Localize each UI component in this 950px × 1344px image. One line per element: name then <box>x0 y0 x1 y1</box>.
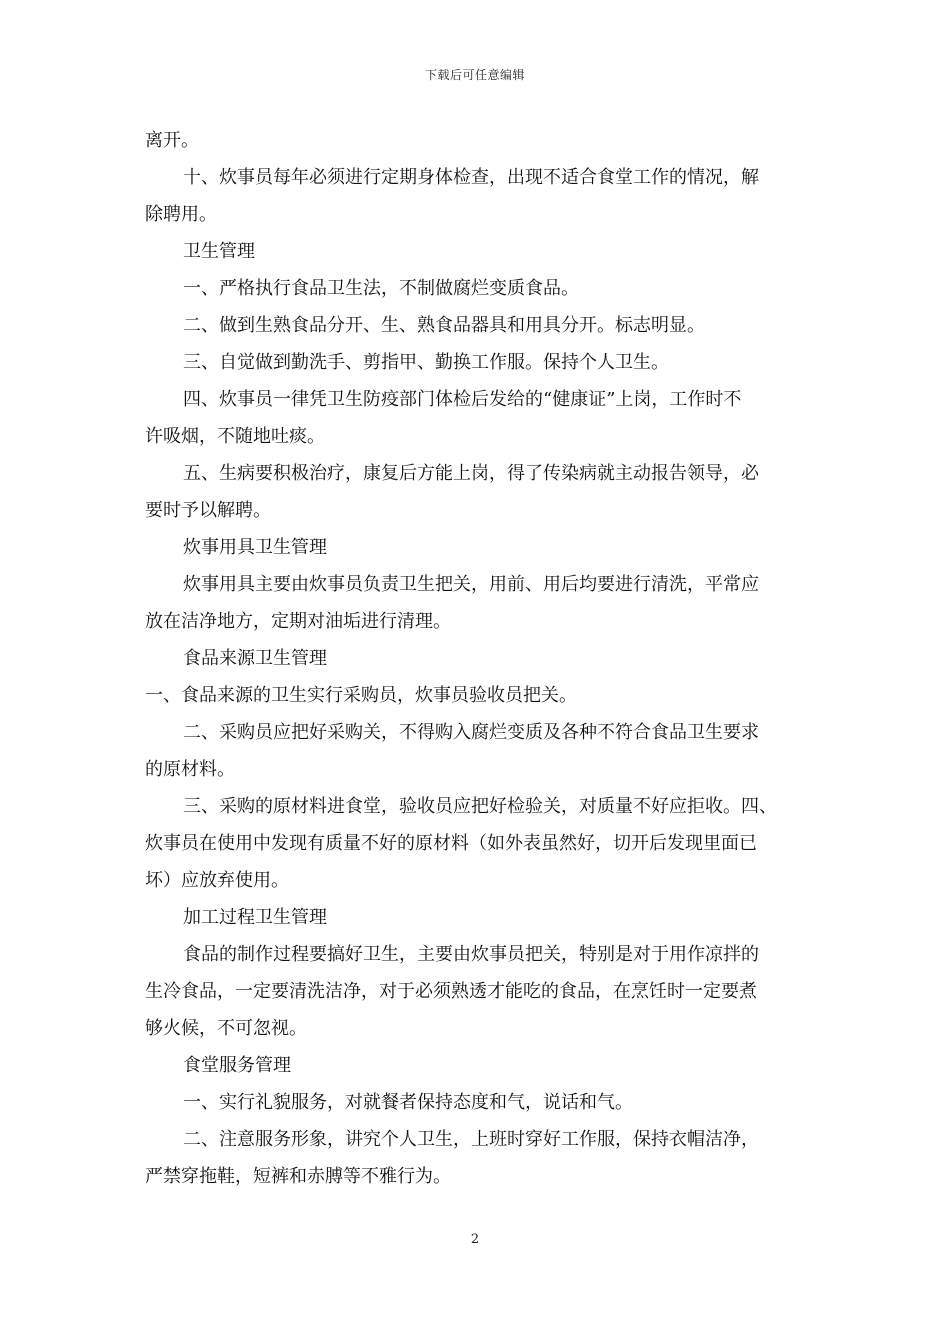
text-line: 坏）应放弃使用。 <box>145 870 289 891</box>
text-line: 四、炊事员一律凭卫生防疫部门体检后发给的“健康证”上岗，工作时不 <box>183 389 742 410</box>
text-line: 食品的制作过程要搞好卫生，主要由炊事员把关，特别是对于用作凉拌的 <box>183 944 759 965</box>
text-line: 一、严格执行食品卫生法，不制做腐烂变质食品。 <box>183 278 579 299</box>
text-line: 二、注意服务形象，讲究个人卫生，上班时穿好工作服，保持衣帽洁净， <box>183 1129 759 1150</box>
text-line: 三、采购的原材料进食堂，验收员应把好检验关，对质量不好应拒收。四、 <box>183 796 777 817</box>
text-line: 够火候，不可忽视。 <box>145 1018 307 1039</box>
text-line: 严禁穿拖鞋，短裤和赤膊等不雅行为。 <box>145 1166 451 1187</box>
text-line: 食品来源卫生管理 <box>183 648 327 669</box>
document-body <box>145 122 810 1195</box>
text-line: 放在洁净地方，定期对油垢进行清理。 <box>145 611 451 632</box>
text-line: 要时予以解聘。 <box>145 500 271 521</box>
text-line: 二、采购员应把好采购关，不得购入腐烂变质及各种不符合食品卫生要求 <box>183 722 759 743</box>
text-line: 一、食品来源的卫生实行采购员，炊事员验收员把关。 <box>145 685 577 706</box>
text-line: 炊事员在使用中发现有质量不好的原材料（如外表虽然好，切开后发现里面已 <box>145 833 757 854</box>
text-line: 许吸烟，不随地吐痰。 <box>145 426 325 447</box>
text-line: 三、自觉做到勤洗手、剪指甲、勤换工作服。保持个人卫生。 <box>183 352 669 373</box>
text-line: 炊事用具卫生管理 <box>183 537 327 558</box>
text-line: 除聘用。 <box>145 204 217 225</box>
text-line: 的原材料。 <box>145 759 235 780</box>
page-header: 下载后可任意编辑 <box>424 68 525 82</box>
text-line: 加工过程卫生管理 <box>183 907 327 928</box>
text-line: 十、炊事员每年必须进行定期身体检查，出现不适合食堂工作的情况，解 <box>183 167 759 188</box>
text-line: 食堂服务管理 <box>183 1055 291 1076</box>
text-line: 生冷食品，一定要清洗洁净，对于必须熟透才能吃的食品，在烹饪时一定要煮 <box>145 981 757 1002</box>
text-line: 离开。 <box>145 130 199 151</box>
text-line: 一、实行礼貌服务，对就餐者保持态度和气，说话和气。 <box>183 1092 633 1113</box>
text-line: 卫生管理 <box>183 241 255 262</box>
page-number: 2 <box>470 1232 480 1247</box>
text-line: 五、生病要积极治疗，康复后方能上岗，得了传染病就主动报告领导，必 <box>183 463 759 484</box>
text-line: 二、做到生熟食品分开、生、熟食品器具和用具分开。标志明显。 <box>183 315 705 336</box>
text-line: 炊事用具主要由炊事员负责卫生把关，用前、用后均要进行清洗，平常应 <box>183 574 759 595</box>
